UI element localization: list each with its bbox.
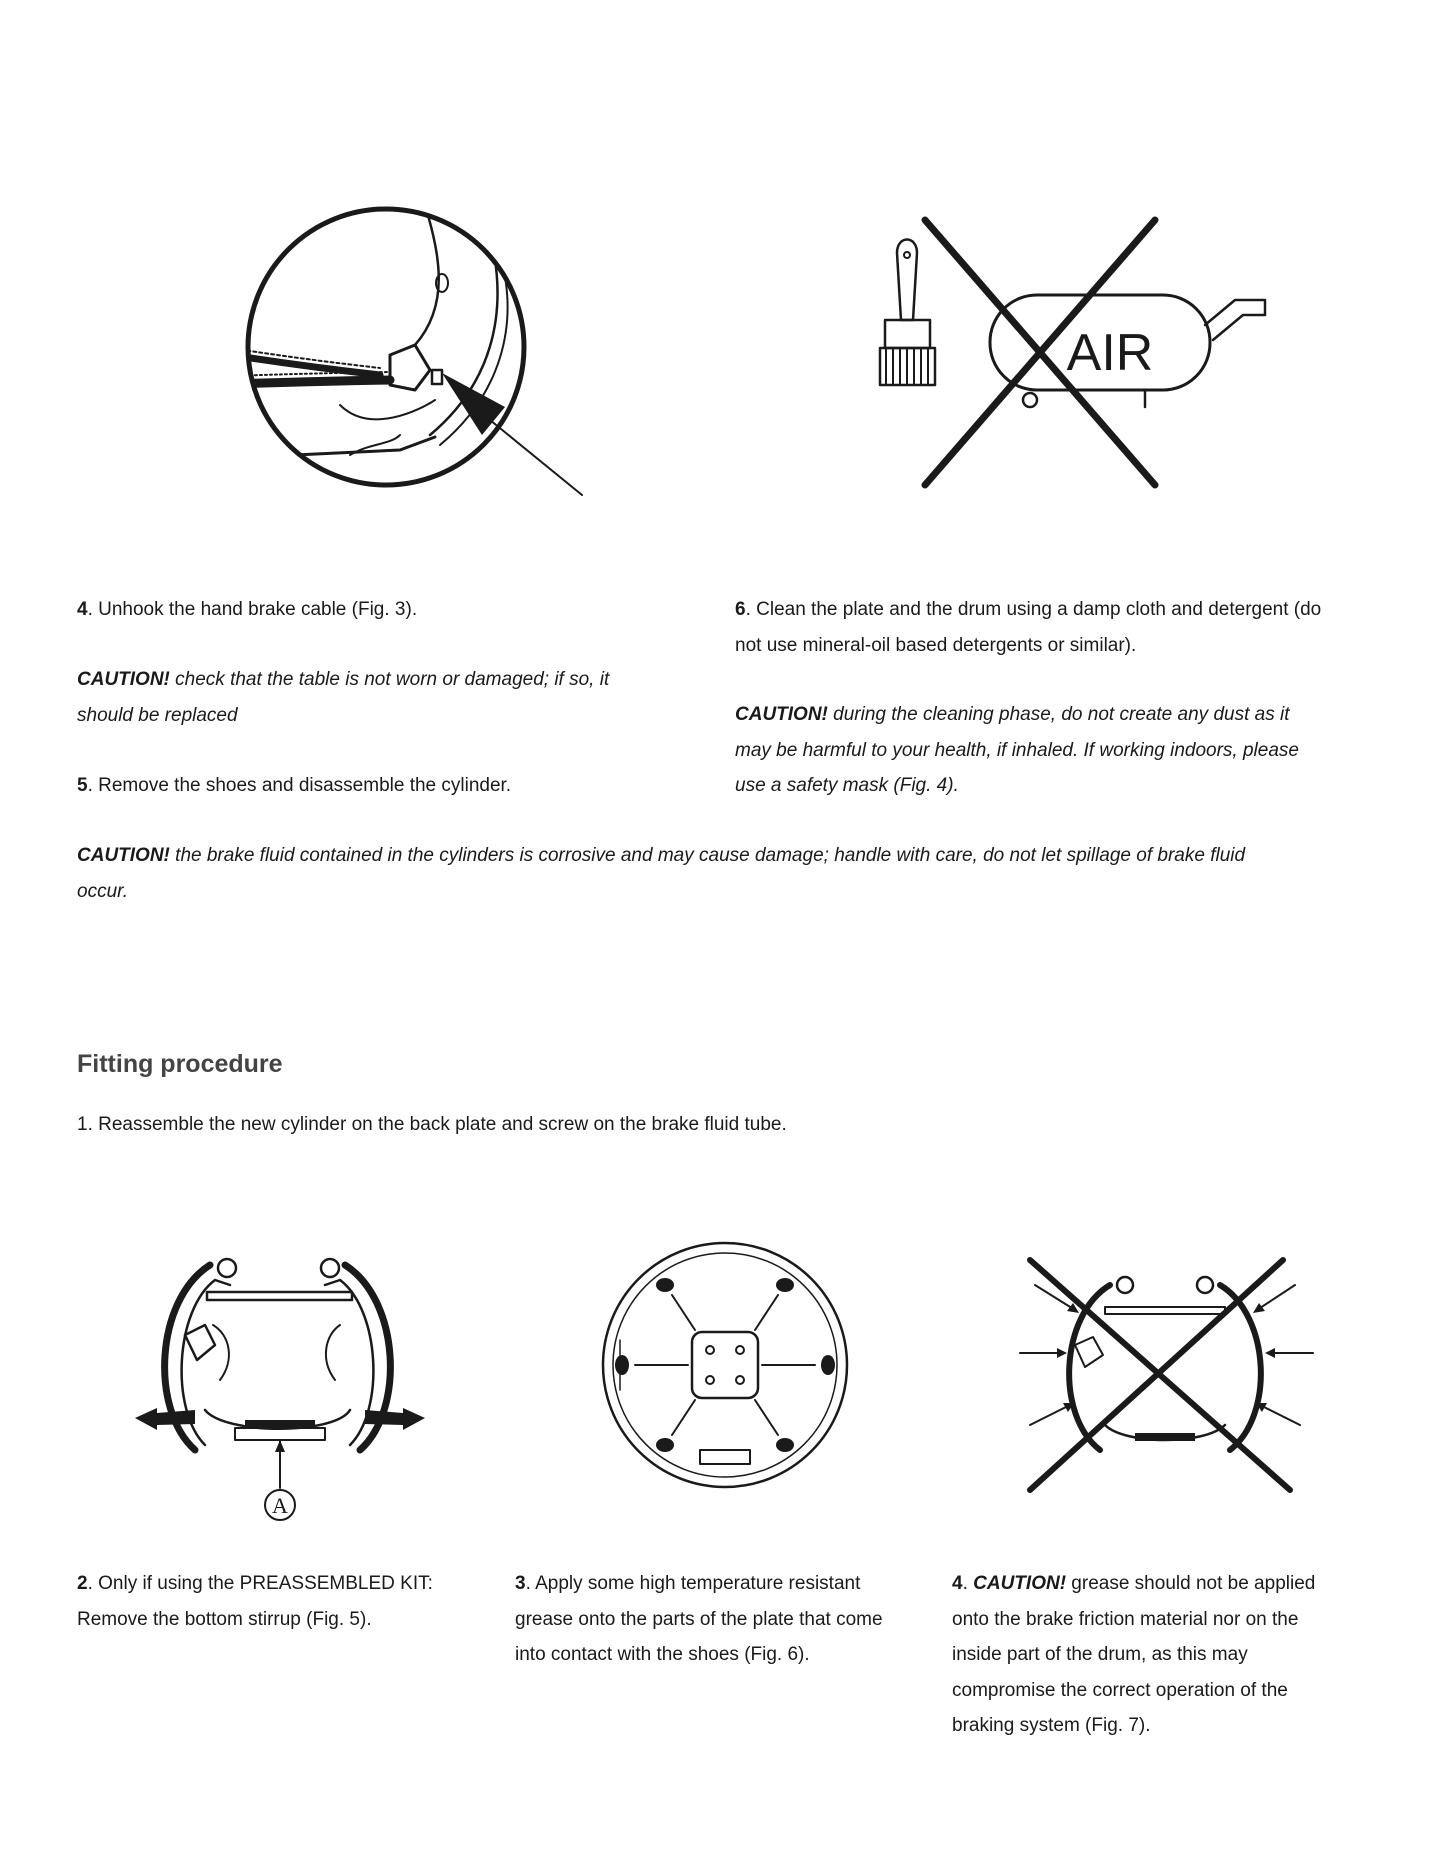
- fig3-illustration: [200, 195, 580, 555]
- marker-a-label: A: [272, 1493, 288, 1518]
- step-5-removal: 5. Remove the shoes and disassemble the cylinder.: [77, 775, 512, 796]
- caution-table: CAUTION! check that the table is not worn or damaged; if so, it should be replaced: [77, 669, 610, 726]
- fig7-illustration: [1015, 1255, 1320, 1495]
- caution-dust: CAUTION! during the cleaning phase, do not create any dust as it may be harmful to your health, if inhaled. If working indoors, please use a safety mask (Fig. 4).: [735, 704, 1299, 796]
- step-6-cleaning: 6. Clean the plate and the drum using a damp cloth and detergent (do not use mineral-oil based detergents or similar).: [735, 599, 1322, 656]
- fig4-illustration: [855, 215, 1275, 490]
- fitting-step-1: 1. Reassemble the new cylinder on the back plate and screw on the brake fluid tube.: [77, 1114, 787, 1135]
- caution-brake-fluid: CAUTION! the brake fluid contained in the cylinders is corrosive and may cause damage; handle with care, do not let spillage of brake fluid occur.: [77, 845, 1246, 902]
- fitting-step-3: 3. Apply some high temperature resistant grease onto the parts of the plate that come into contact with the shoes (Fig. 6).: [515, 1573, 883, 1665]
- fitting-heading: Fitting procedure: [77, 1050, 283, 1078]
- fig5-illustration: [135, 1240, 435, 1525]
- fig6-illustration: [600, 1240, 850, 1490]
- fitting-step-2: 2. Only if using the PREASSEMBLED KIT: Remove the bottom stirrup (Fig. 5).: [77, 1573, 433, 1630]
- air-label: AIR: [1066, 324, 1154, 382]
- fitting-step-4: 4. CAUTION! grease should not be applied onto the brake friction material nor on the inside part of the drum, as this may compromise the correct operation of the braking system (Fig. 7).: [952, 1573, 1316, 1736]
- step-4-removal: 4. Unhook the hand brake cable (Fig. 3).: [77, 599, 418, 620]
